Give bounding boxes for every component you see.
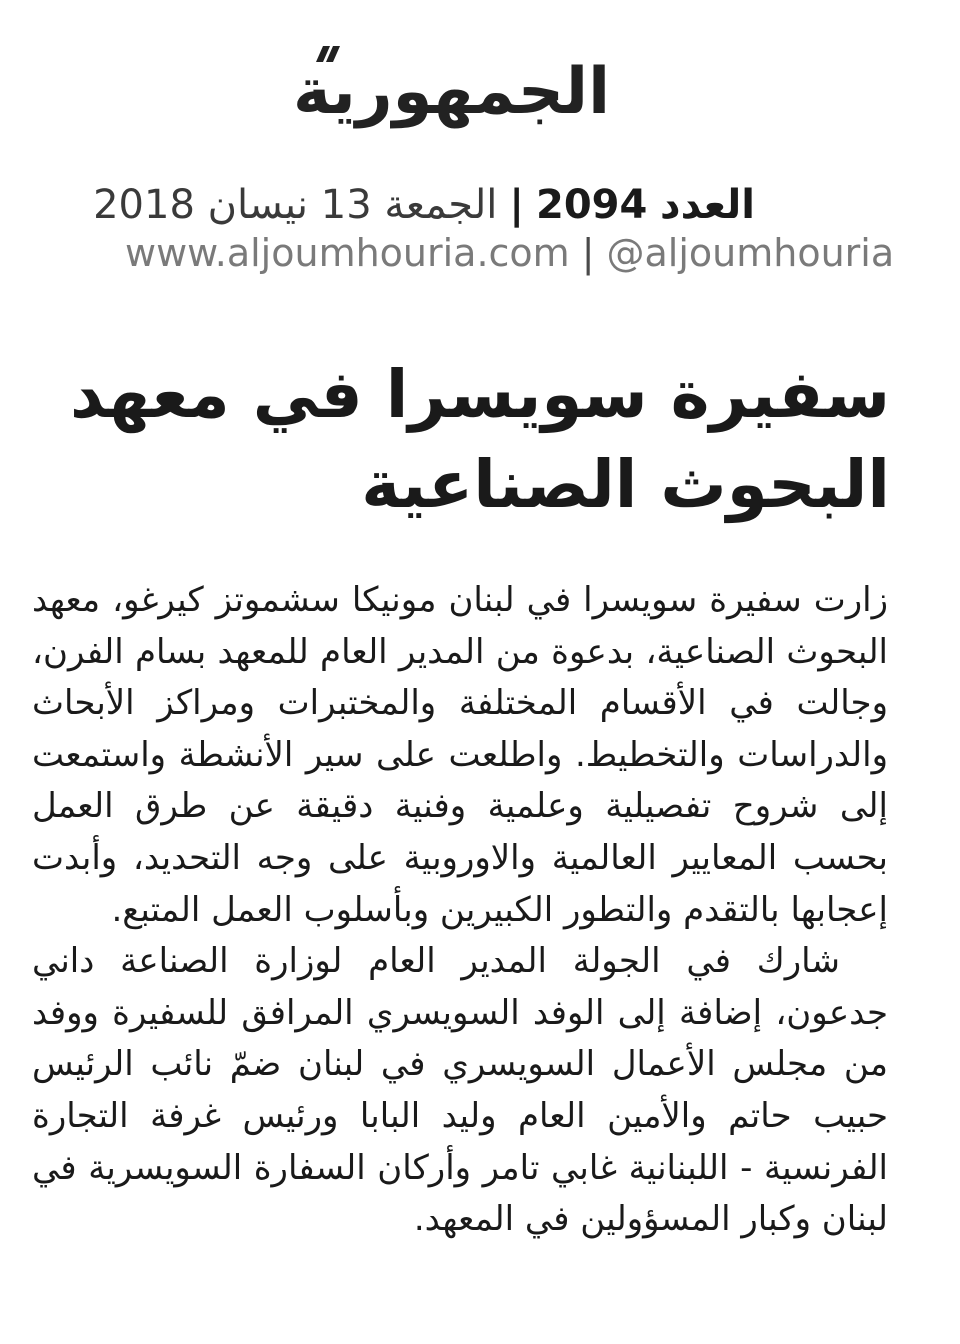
article-body	[32, 575, 888, 1246]
web-separator: |	[581, 231, 595, 275]
social-handle[interactable]: @aljoumhouria	[606, 231, 895, 275]
newspaper-logo: الجمهورية	[292, 55, 610, 129]
issue-separator: |	[509, 182, 524, 228]
website-link[interactable]: www.aljoumhouria.com	[125, 231, 570, 275]
issue-date: الجمعة 13 نيسان 2018	[93, 182, 498, 228]
issue-number: 2094	[536, 182, 648, 228]
article-headline: سفيرة سويسرا في معهد البحوث الصناعية	[69, 356, 890, 523]
article-paragraph: شارك في الجولة المدير العام لوزارة الصناعة داني جدعون، إضافة إلى الوفد السويسري المرافق للسفيرة ووفد من مجلس الأعمال السويسري في لبنان ضمّ نائب الرئيس حبيب حاتم والأمين العام وليد البابا ورئيس غرفة التجارة الفرنسية - اللبنانية غابي تامر وأركان السفارة السويسرية في لبنان وكبار المسؤولين في المعهد.	[32, 941, 888, 1240]
article-paragraph: زارت سفيرة سويسرا في لبنان مونيكا سشموتز كيرغو، معهد البحوث الصناعية، بدعوة من المدير العام للمعهد بسام الفرن، وجالت في الأقسام المختلفة والمختبرات ومراكز الأبحاث والدراسات والتخطيط. واطلعت على سير الأنشطة واستمعت إلى شروح تفصيلية وعلمية وفنية دقيقة عن طرق العمل بحسب المعايير العالمية والاوروبية على وجه التحديد، وأبدت إعجابها بالتقدم والتطور الكبيرين وبأسلوب العمل المتبع.	[32, 580, 888, 930]
masthead	[292, 38, 610, 138]
web-info	[125, 228, 915, 278]
issue-label: العدد	[660, 182, 755, 228]
issue-info	[93, 180, 755, 230]
